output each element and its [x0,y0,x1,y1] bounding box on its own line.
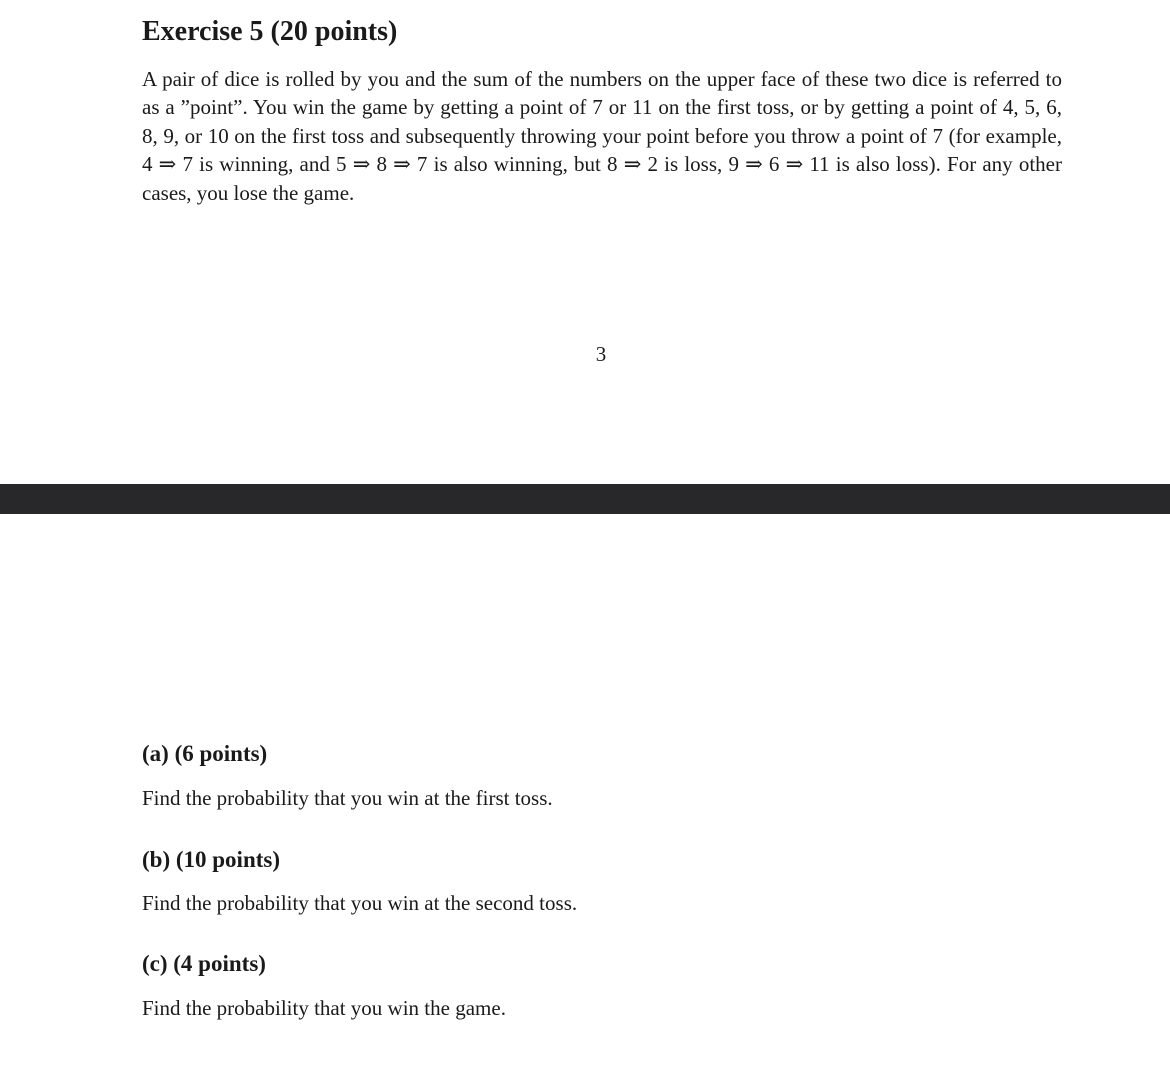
problem-statement: A pair of dice is rolled by you and the sum of the numbers on the upper face of these two dice is referred to as a ”point”. You win the game by getting a point of 7 or 11 on the first toss, or by getting a point of 4, 5, 6, 8, 9, or 10 on the first toss and subsequently throwing your point before you throw a point of 7 (for example, 4 ⇒ 7 is winning, and 5 ⇒ 8 ⇒ 7 is also winning, but 8 ⇒ 2 is loss, 9 ⇒ 6 ⇒ 11 is also loss). For any other cases, you lose the game. [142,67,1062,205]
part-c-question: Find the probability that you win the game. [142,996,506,1020]
page-number: 3 [595,342,607,366]
part-a-heading: (a) (6 points) [142,741,268,766]
document-page-top [0,0,1170,484]
part-a-question: Find the probability that you win at the first toss. [142,786,553,810]
part-b-question: Find the probability that you win at the second toss. [142,891,578,915]
part-b-heading: (b) (10 points) [142,847,281,872]
part-c-heading: (c) (4 points) [142,951,266,976]
page-separator [0,484,1170,514]
exercise-title: Exercise 5 (20 points) [142,16,398,47]
